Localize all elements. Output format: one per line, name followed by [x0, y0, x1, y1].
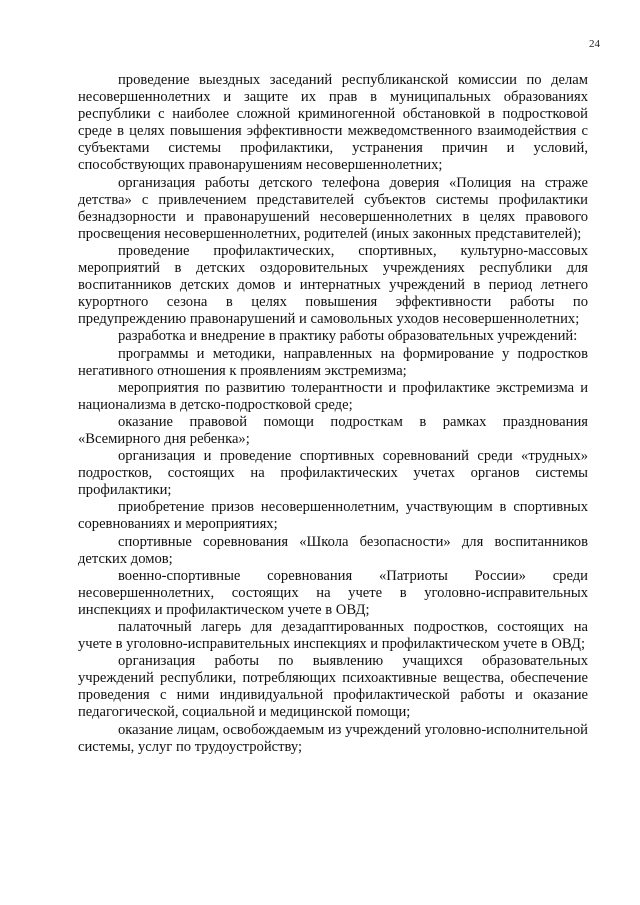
page-number: 24 [589, 38, 600, 50]
paragraph-5: программы и методики, направленных на формирование у подростков негативного отношения к проявлениям экстремизма; [78, 345, 588, 379]
paragraph-13: организация работы по выявлению учащихся образовательных учреждений республики, потребляющих психоактивные вещества, обеспечение проведения с ними индивидуальной профилактической работы и оказание педагогической, социальной и медицинской помощи; [78, 653, 588, 721]
paragraph-2: организация работы детского телефона доверия «Полиция на страже детства» с привлечением представителей субъектов системы профилактики безнадзорности и правонарушений несовершеннолетних в целях правового просвещения несовершеннолетних, родителей (иных законных представителей); [78, 174, 588, 242]
paragraph-7: оказание правовой помощи подросткам в рамках празднования «Всемирного дня ребенка»; [78, 413, 588, 447]
body-text [78, 72, 588, 756]
paragraph-11: военно-спортивные соревнования «Патриоты России» среди несовершеннолетних, состоящих на учете в уголовно-исправительных инспекциях и профилактическом учете в ОВД; [78, 567, 588, 618]
paragraph-12: палаточный лагерь для дезадаптированных подростков, состоящих на учете в уголовно-исправительных инспекциях и профилактическом учете в ОВД; [78, 619, 588, 653]
paragraph-10: спортивные соревнования «Школа безопасности» для воспитанников детских домов; [78, 533, 588, 567]
paragraph-6: мероприятия по развитию толерантности и профилактике экстремизма и национализма в детско-подростковой среде; [78, 379, 588, 413]
paragraph-1: проведение выездных заседаний республиканской комиссии по делам несовершеннолетних и защите их прав в муниципальных образованиях республики с наиболее сложной криминогенной обстановкой в подростковой среде в целях повышения эффективности межведомственного взаимодействия с субъектами системы профилактики, устранения причин и условий, способствующих правонарушениям несовершеннолетних; [78, 72, 588, 174]
paragraph-9: приобретение призов несовершеннолетним, участвующим в спортивных соревнованиях и мероприятиях; [78, 499, 588, 533]
paragraph-4: разработка и внедрение в практику работы образовательных учреждений: [118, 328, 578, 345]
paragraph-8: организация и проведение спортивных соревнований среди «трудных» подростков, состоящих на профилактических учетах органов системы профилактики; [78, 448, 588, 499]
paragraph-14: оказание лицам, освобождаемым из учреждений уголовно-исполнительной системы, услуг по трудоустройству; [78, 721, 588, 755]
paragraph-3: проведение профилактических, спортивных, культурно-массовых мероприятий в детских оздоровительных учреждениях республики для воспитанников детских домов и интернатных учреждений в период летнего курортного сезона в целях повышения эффективности работы по предупреждению правонарушений и самовольных уходов несовершеннолетних; [78, 242, 588, 328]
